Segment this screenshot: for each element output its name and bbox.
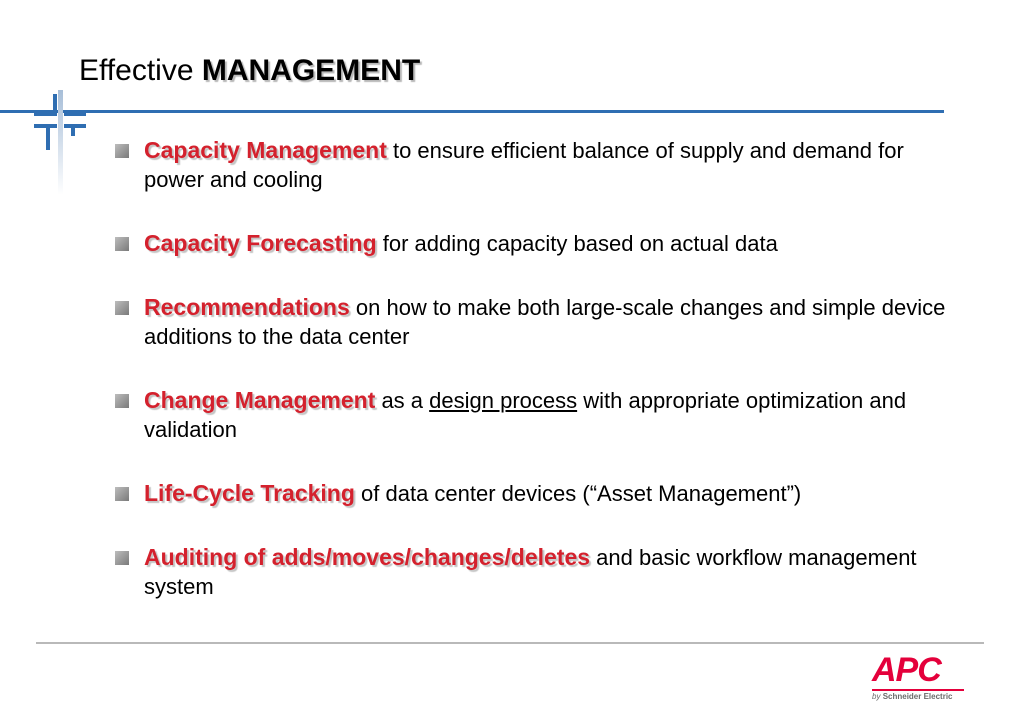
- gray-square-bullet-icon: [115, 301, 129, 315]
- bullet-life-cycle-tracking: [115, 479, 965, 508]
- bullet-recommendations: [115, 293, 965, 351]
- footer-rule: [36, 642, 984, 644]
- logo-wordmark: APC: [872, 651, 941, 689]
- bullet-text: for adding capacity based on actual data: [376, 231, 778, 256]
- logo-subtitle: [872, 692, 953, 702]
- bullet-text: of data center devices (“Asset Management”): [354, 481, 802, 506]
- gray-square-bullet-icon: [115, 487, 129, 501]
- blue-cross-decoration-icon: [34, 90, 94, 200]
- gray-square-bullet-icon: [115, 144, 129, 158]
- gray-square-bullet-icon: [115, 394, 129, 408]
- bullet-text: to ensure efficient balance of supply and demand for power and cooling: [144, 138, 904, 192]
- bullet-key: Recommendations: [144, 294, 350, 320]
- gray-square-bullet-icon: [115, 237, 129, 251]
- bullet-text: and basic workflow management system: [144, 545, 917, 599]
- bullet-change-management: [115, 386, 965, 444]
- bullet-capacity-management: [115, 136, 965, 194]
- bullet-auditing: [115, 543, 965, 601]
- bullet-text-after: with appropriate optimization and validation: [144, 388, 907, 442]
- logo-underline: [872, 689, 964, 691]
- bullet-underlined-text: design process: [429, 388, 578, 413]
- logo-company: Schneider Electric: [882, 692, 953, 701]
- bullet-text: on how to make both large-scale changes and simple device additions to the data center: [144, 295, 946, 349]
- bullet-list: [115, 136, 965, 601]
- bullet-key: Life-Cycle Tracking: [144, 480, 355, 506]
- bullet-capacity-forecasting: [115, 229, 965, 258]
- apc-logo-icon: [860, 652, 980, 702]
- bullet-key: Change Management: [144, 387, 376, 413]
- bullet-key: Auditing of adds/moves/changes/deletes: [144, 544, 591, 570]
- bullet-key: Capacity Management: [144, 137, 387, 163]
- logo-by: by: [872, 692, 881, 701]
- slide-title-strong: MANAGEMENT: [201, 54, 421, 87]
- slide-title: [79, 52, 420, 90]
- slide-title-plain: Effective: [79, 54, 194, 87]
- gray-square-bullet-icon: [115, 551, 129, 565]
- bullet-key: Capacity Forecasting: [144, 230, 377, 256]
- bullet-text-before: as a: [375, 388, 430, 413]
- title-rule: [0, 110, 944, 113]
